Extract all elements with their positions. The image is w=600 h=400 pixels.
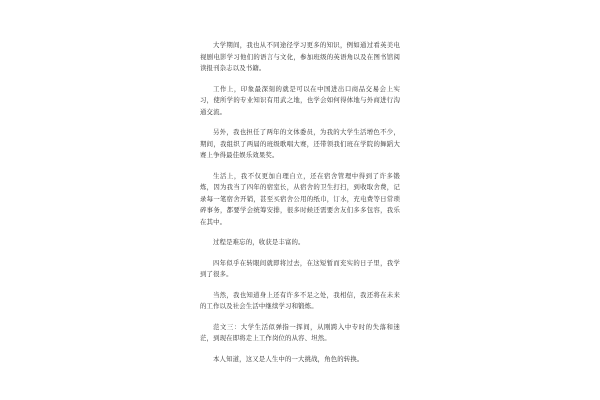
paragraph-activities: 另外，我也担任了两年的文体委员，为我的大学生活增色不少，期间，我组织了两届的班级歌唱大赛，还带领我们班在学院的舞蹈大赛上争得最佳娱乐效果奖。 — [200, 128, 400, 159]
paragraph-four-years: 四年似乎在转眼间就即将过去，在这短暂而充实的日子里，我学到了很多。 — [200, 258, 400, 278]
paragraph-process: 过程是难忘的，收获是丰富的。 — [213, 238, 305, 246]
paragraph-study: 大学期间，我也从不同途径学习更多的知识，例如通过看英美电视剧电影学习他们的语言与文化，参加班级的英语角以及在图书馆阅读报刊杂志以及书籍。 — [200, 41, 400, 72]
paragraph-life: 生活上，我不仅更加自理自立，还在宿舍管理中得到了许多锻炼，因为我当了四年的宿室长，从宿舍的卫生打扫，到收取舍费，记录每一笔宿舍开销，甚至买宿舍公用的纸巾，订水，充电费等日常琐碎事务，都要学会统筹安排，很多时候还需要舍友们多多包容，我乐在其中。 — [200, 171, 400, 226]
paragraph-shortcomings: 当然，我也知道身上还有许多不足之处，我相信，我还将在未来的工作以及社会生活中继续学习和锻炼。 — [200, 290, 400, 310]
document-body — [200, 40, 400, 374]
paragraph-work: 工作上，印象最深刻的就是可以在中国进出口商品交易会上实习，使所学的专业知识有用武之地，也学会如何得体地与外商进行沟通交流。 — [200, 84, 400, 116]
paragraph-challenge: 本人知道，这又是人生中的一大挑战，角色的转换。 — [213, 354, 364, 363]
paragraph-sample-three: 范文三：大学生活似弹指一挥间，从刚跨入中专时的失落和迷茫，到现在即将走上工作岗位的从容、坦然。 — [200, 322, 400, 342]
